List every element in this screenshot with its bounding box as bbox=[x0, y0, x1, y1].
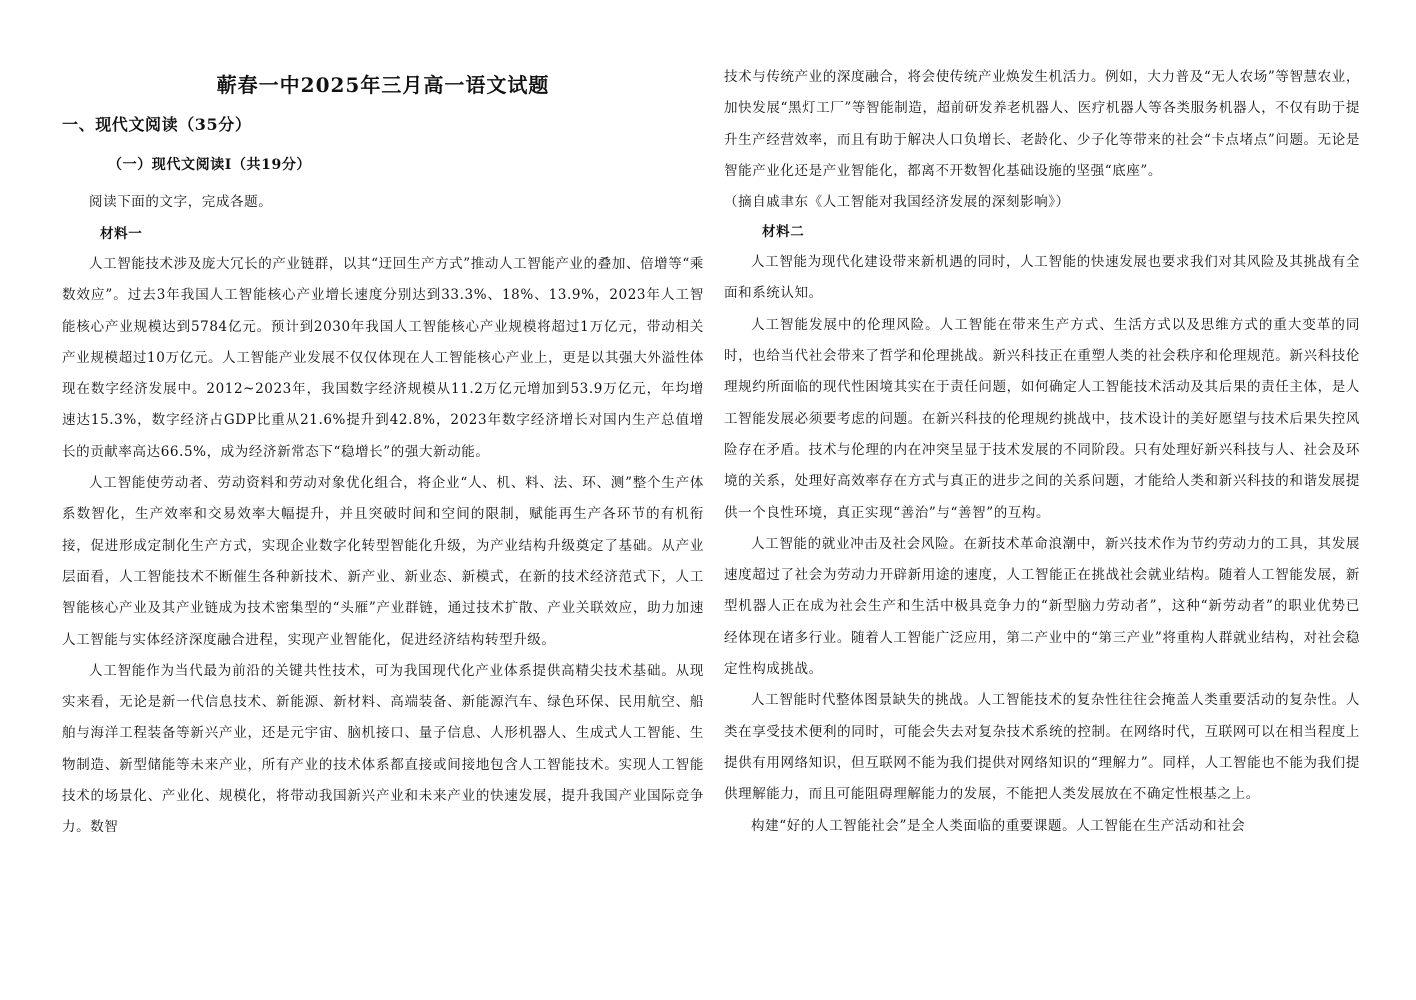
material2-heading: 材料二 bbox=[762, 224, 805, 241]
subsection-heading: （一）现代文阅读Ⅰ（共19分） bbox=[108, 157, 312, 173]
material2-paragraph: 人工智能的就业冲击及社会风险。在新技术革命浪潮中，新兴技术作为节约劳动力的工具，其发展速度超过了社会为劳动力开辟新用途的速度，人工智能正在挑战社会就业结构。随着人工智能发展，新型机器人正在成为社会生产和生活中极具竞争力的“新型脑力劳动者”，这种“新劳动者”的职业优势已经体现在诸多行业。随着人工智能广泛应用，第二产业中的“第三产业”将重构人群就业结构，对社会稳定性构成挑战。 bbox=[724, 535, 1360, 678]
right-column bbox=[724, 0, 1360, 1000]
material1-source: （摘自戚聿东《人工智能对我国经济发展的深刻影响》） bbox=[724, 194, 1070, 211]
material2-paragraph: 人工智能为现代化建设带来新机遇的同时，人工智能的快速发展也要求我们对其风险及其挑战有全面和系统认知。 bbox=[724, 254, 1360, 302]
reading-instruction: 阅读下面的文字，完成各题。 bbox=[89, 194, 273, 210]
material2-paragraph: 构建“好的人工智能社会”是全人类面临的重要课题。人工智能在生产活动和社会 bbox=[751, 817, 1246, 834]
material1-paragraph: 人工智能作为当代最为前沿的关键共性技术，可为我国现代化产业体系提供高精尖技术基础。从现实来看，无论是新一代信息技术、新能源、新材料、高端装备、新能源汽车、绿色环保、民用航空、船舶与海洋工程装备等新兴产业，还是元宇宙、脑机接口、量子信息、人形机器人、生成式人工智能、生物制造、新型储能等未来产业，所有产业的技术体系都直接或间接地包含人工智能技术。实现人工智能技术的场景化、产业化、规模化，将带动我国新兴产业和未来产业的快速发展，提升我国产业国际竞争力。数智 bbox=[62, 662, 704, 836]
material2-paragraph: 人工智能发展中的伦理风险。人工智能在带来生产方式、生活方式以及思维方式的重大变革的同时，也给当代社会带来了哲学和伦理挑战。新兴科技正在重塑人类的社会秩序和伦理规范。新兴科技伦理规约所面临的现代性困境其实在于责任问题，如何确定人工智能技术活动及其后果的责任主体，是人工智能发展必须要考虑的问题。在新兴科技的伦理规约挑战中，技术设计的美好愿望与技术后果失控风险存在矛盾。技术与伦理的内在冲突呈显于技术发展的不同阶段。只有处理好新兴科技与人、社会及环境的关系，处理好高效率存在方式与真正的进步之间的关系问题，才能给人类和新兴科技的和谐发展提供一个良性环境，真正实现“善治”与“善智”的互构。 bbox=[724, 316, 1360, 521]
material2-paragraph: 人工智能时代整体图景缺失的挑战。人工智能技术的复杂性往往会掩盖人类重要活动的复杂性。人类在享受技术便利的同时，可能会失去对复杂技术系统的控制。在网络时代，互联网可以在相当程度上提供有用网络知识，但互联网不能为我们提供对网络知识的“理解力”。同样，人工智能也不能为我们提供理解能力，而且可能阻碍理解能力的发展，不能把人类发展放在不确定性根基之上。 bbox=[724, 692, 1360, 803]
left-column bbox=[62, 0, 704, 1000]
material1-heading: 材料一 bbox=[100, 226, 143, 242]
section-heading: 一、现代文阅读（35分） bbox=[62, 115, 252, 134]
exam-title: 蕲春一中2025年三月高一语文试题 bbox=[216, 73, 550, 97]
material1-paragraph: 人工智能使劳动者、劳动资料和劳动对象优化组合，将企业“人、机、料、法、环、测”整个生产体系数智化，生产效率和交易效率大幅提升，并且突破时间和空间的限制，赋能再生产各环节的有机衔接，促进形成定制化生产方式，实现企业数字化转型智能化升级，为产业结构升级奠定了基础。从产业层面看，人工智能技术不断催生各种新技术、新产业、新业态、新模式，在新的技术经济范式下，人工智能核心产业及其产业链成为技术密集型的“头雁”产业群链，通过技术扩散、产业关联效应，助力加速人工智能与实体经济深度融合进程，实现产业智能化，促进经济结构转型升级。 bbox=[62, 475, 704, 648]
material1-paragraph: 人工智能技术涉及庞大冗长的产业链群，以其“迂回生产方式”推动人工智能产业的叠加、倍增等“乘数效应”。过去3年我国人工智能核心产业增长速度分别达到33.3%、18%、13.9%，2023年人工智能核心产业规模达到5784亿元。预计到2030年我国人工智能核心产业规模将超过1万亿元，带动相关产业规模超过10万亿元。人工智能产业发展不仅仅体现在人工智能核心产业上，更是以其强大外溢性体现在数字经济发展中。2012~2023年，我国数字经济规模从11.2万亿元增加到53.9万亿元，年均增速达15.3%，数字经济占GDP比重从21.6%提升到42.8%，2023年数字经济增长对国内生产总值增长的贡献率高达66.5%，成为经济新常态下“稳增长”的强大新动能。 bbox=[62, 256, 704, 460]
material1-continuation: 技术与传统产业的深度融合，将会使传统产业焕发生机活力。例如，大力普及“无人农场”等智慧农业，加快发展“黑灯工厂”等智能制造，超前研发养老机器人、医疗机器人等各类服务机器人，不仅有助于提升生产经营效率，而且有助于解决人口负增长、老龄化、少子化等带来的社会“卡点堵点”问题。无论是智能产业化还是产业智能化，都离不开数智化基础设施的坚强“底座”。 bbox=[724, 69, 1360, 179]
